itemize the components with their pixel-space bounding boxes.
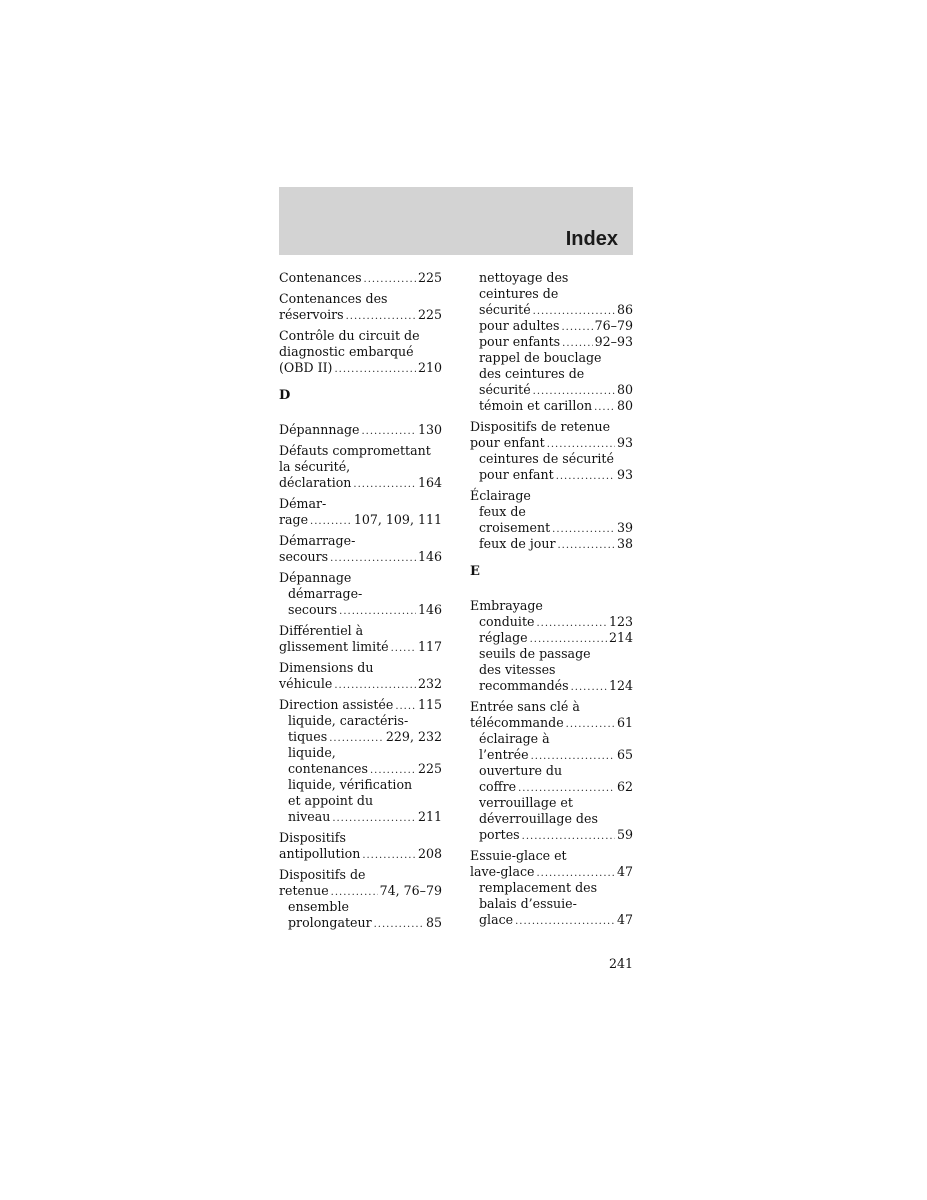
- index-subentry-line: [279, 586, 442, 602]
- entry-term: Embrayage: [470, 598, 543, 613]
- page-reference: 47: [616, 912, 633, 927]
- page-reference: 80: [616, 398, 633, 413]
- entry-term: Contenances: [279, 270, 362, 285]
- entry-term: rappel de bouclage: [479, 350, 602, 365]
- entry-term: verrouillage et: [479, 795, 573, 810]
- page-reference: 229, 232: [385, 729, 442, 744]
- entry-term: (OBD II): [279, 360, 333, 375]
- dot-leader: [561, 320, 592, 336]
- index-subentry-line: [470, 678, 633, 694]
- page-title: Index: [565, 228, 618, 250]
- page-reference: 208: [417, 846, 442, 861]
- entry-term: lave-glace: [470, 864, 535, 879]
- dot-leader: [515, 914, 615, 930]
- entry-term: des ceintures de: [479, 366, 585, 381]
- page-reference: 93: [616, 435, 633, 450]
- index-subentry-line: [279, 745, 442, 761]
- dot-leader: [361, 424, 415, 440]
- entry-term: pour enfants: [479, 334, 561, 349]
- index-entry: [279, 328, 442, 376]
- entry-term: ceintures de: [479, 286, 559, 301]
- index-entry: [470, 419, 633, 483]
- dot-leader: [536, 616, 606, 632]
- entry-term: nettoyage des: [479, 270, 569, 285]
- index-subentry-line: [279, 915, 442, 931]
- entry-term: sécurité: [479, 302, 531, 317]
- index-entry-line: [279, 697, 442, 713]
- page-reference: 146: [417, 549, 442, 564]
- entry-term: Démar-: [279, 496, 327, 511]
- index-entry: [470, 848, 633, 928]
- index-column-right: [470, 270, 633, 933]
- index-subentry-line: [279, 809, 442, 825]
- entry-term: feux de: [479, 504, 526, 519]
- entry-term: tiques: [288, 729, 328, 744]
- entry-term: pour enfant: [470, 435, 545, 450]
- dot-leader: [334, 362, 415, 378]
- dot-leader: [566, 717, 615, 733]
- dot-leader: [552, 522, 615, 538]
- index-entry-line: [279, 660, 442, 676]
- index-subentry-line: [279, 713, 442, 729]
- page-reference: 92–93: [594, 334, 633, 349]
- entry-term: réglage: [479, 630, 528, 645]
- index-subentry-line: [470, 614, 633, 630]
- entry-term: pour enfant: [479, 467, 554, 482]
- entry-term: remplacement des: [479, 880, 598, 895]
- page-reference: 146: [417, 602, 442, 617]
- entry-term: la sécurité,: [279, 459, 351, 474]
- entry-term: Dispositifs de: [279, 867, 366, 882]
- dot-leader: [374, 917, 424, 933]
- entry-term: liquide, vérification: [288, 777, 413, 792]
- header-band: [279, 187, 633, 255]
- index-entry-line: [279, 830, 442, 846]
- index-entry-line: [279, 459, 442, 475]
- entry-term: rage: [279, 512, 309, 527]
- index-entry: [279, 830, 442, 862]
- entry-term: croisement: [479, 520, 551, 535]
- index-entry: [279, 697, 442, 825]
- index-entry: [279, 270, 442, 286]
- entry-term: secours: [279, 549, 329, 564]
- page-reference: 232: [417, 676, 442, 691]
- page-reference: 65: [616, 747, 633, 762]
- entry-term: déverrouillage des: [479, 811, 598, 826]
- index-subentry-line: [470, 646, 633, 662]
- entry-term: l’entrée: [479, 747, 529, 762]
- index-subentry-line: [470, 763, 633, 779]
- page-reference: 115: [417, 697, 442, 712]
- index-entry-line: [279, 570, 442, 586]
- index-subentry-line: [470, 779, 633, 795]
- page-reference: 62: [616, 779, 633, 794]
- index-entry: [279, 623, 442, 655]
- index-subentry-line: [470, 286, 633, 302]
- entry-term: Dimensions du: [279, 660, 374, 675]
- entry-term: Éclairage: [470, 488, 531, 503]
- index-subentry-line: [470, 350, 633, 366]
- index-entry-line: [279, 270, 442, 286]
- index-subentry-line: [470, 451, 633, 467]
- entry-term: des vitesses: [479, 662, 556, 677]
- index-subentry-line: [279, 761, 442, 777]
- entry-term: coffre: [479, 779, 517, 794]
- index-subentry-line: [470, 912, 633, 928]
- index-entry-line: [279, 344, 442, 360]
- entry-term: pour adultes: [479, 318, 560, 333]
- dot-leader: [332, 811, 416, 827]
- index-subentry-line: [470, 896, 633, 912]
- entry-term: recommandés: [479, 678, 569, 693]
- entry-term: témoin et carillon: [479, 398, 593, 413]
- page-reference: 211: [417, 809, 442, 824]
- index-subentry-line: [279, 899, 442, 915]
- page-reference: 59: [616, 827, 633, 842]
- dot-leader: [353, 477, 416, 493]
- index-subentry-line: [470, 880, 633, 896]
- page-reference: 85: [425, 915, 442, 930]
- entry-term: éclairage à: [479, 731, 550, 746]
- index-entry: [279, 867, 442, 931]
- index-subentry-line: [470, 520, 633, 536]
- index-entry-line: [279, 623, 442, 639]
- index-entry: [279, 443, 442, 491]
- page-reference: 225: [417, 270, 442, 285]
- page-reference: 130: [417, 422, 442, 437]
- index-entry: [470, 270, 633, 414]
- entry-term: réservoirs: [279, 307, 344, 322]
- entry-term: et appoint du: [288, 793, 374, 808]
- index-entry-line: [470, 598, 633, 614]
- entry-term: Démarrage-: [279, 533, 356, 548]
- index-subentry-line: [470, 795, 633, 811]
- entry-term: véhicule: [279, 676, 333, 691]
- index-subentry-line: [470, 747, 633, 763]
- index-entry-line: [279, 360, 442, 376]
- page-reference: 80: [616, 382, 633, 397]
- entry-term: démarrage-: [288, 586, 363, 601]
- entry-term: Contrôle du circuit de: [279, 328, 420, 343]
- index-subentry-line: [470, 270, 633, 286]
- index-subentry-line: [279, 729, 442, 745]
- index-entry-line: [470, 699, 633, 715]
- entry-term: niveau: [288, 809, 331, 824]
- index-entry-line: [279, 291, 442, 307]
- index-subentry-line: [470, 398, 633, 414]
- page-reference: 123: [608, 614, 633, 629]
- index-entry-line: [470, 848, 633, 864]
- index-subentry-line: [470, 630, 633, 646]
- index-entry-line: [279, 512, 442, 528]
- page-reference: 38: [616, 536, 633, 551]
- entry-term: liquide, caractéris-: [288, 713, 409, 728]
- entry-term: télécommande: [470, 715, 564, 730]
- index-column-left: [279, 270, 442, 936]
- page-reference: 61: [616, 715, 633, 730]
- index-subentry-line: [279, 602, 442, 618]
- page-reference: 225: [417, 761, 442, 776]
- index-entry-line: [279, 883, 442, 899]
- page-reference: 76–79: [594, 318, 633, 333]
- page-reference: 39: [616, 520, 633, 535]
- section-letter: D: [279, 388, 291, 403]
- entry-term: ensemble: [288, 899, 349, 914]
- entry-term: glace: [479, 912, 514, 927]
- index-subentry-line: [470, 662, 633, 678]
- entry-term: Dispositifs: [279, 830, 346, 845]
- index-entry: [470, 699, 633, 843]
- entry-term: conduite: [479, 614, 535, 629]
- entry-term: Entrée sans clé à: [470, 699, 580, 714]
- index-subentry-line: [470, 302, 633, 318]
- page-reference: 164: [417, 475, 442, 490]
- index-subentry-line: [470, 467, 633, 483]
- index-subentry-line: [470, 504, 633, 520]
- page-reference: 225: [417, 307, 442, 322]
- index-entry-line: [470, 864, 633, 880]
- page-reference: 93: [616, 467, 633, 482]
- page-number: 241: [608, 956, 633, 971]
- index-subentry-line: [470, 366, 633, 382]
- index-entry-line: [279, 846, 442, 862]
- index-entry-line: [279, 867, 442, 883]
- index-entry: [279, 660, 442, 692]
- index-entry: [470, 598, 633, 694]
- entry-term: antipollution: [279, 846, 361, 861]
- dot-leader: [334, 678, 416, 694]
- entry-term: diagnostic embarqué: [279, 344, 414, 359]
- dot-leader: [594, 400, 615, 416]
- page-reference: 124: [608, 678, 633, 693]
- index-entry-line: [279, 676, 442, 692]
- entry-term: ouverture du: [479, 763, 563, 778]
- index-entry-line: [279, 639, 442, 655]
- entry-term: feux de jour: [479, 536, 556, 551]
- index-entry-line: [279, 328, 442, 344]
- page-reference: 210: [417, 360, 442, 375]
- entry-term: Défauts compromettant: [279, 443, 431, 458]
- entry-term: Essuie-glace et: [470, 848, 567, 863]
- index-subentry-line: [470, 318, 633, 334]
- entry-term: portes: [479, 827, 520, 842]
- dot-leader: [556, 469, 615, 485]
- index-entry: [279, 533, 442, 565]
- dot-leader: [557, 538, 615, 554]
- index-entry: [279, 570, 442, 618]
- index-entry-line: [279, 496, 442, 512]
- entry-term: balais d’essuie-: [479, 896, 577, 911]
- dot-leader: [346, 309, 416, 325]
- entry-term: Différentiel à: [279, 623, 364, 638]
- page-reference: 107, 109, 111: [353, 512, 442, 527]
- dot-leader: [391, 641, 416, 657]
- entry-term: Dépannnage: [279, 422, 360, 437]
- entry-term: seuils de passage: [479, 646, 591, 661]
- entry-term: prolongateur: [288, 915, 372, 930]
- page-reference: 214: [608, 630, 633, 645]
- dot-leader: [522, 829, 615, 845]
- entry-term: Contenances des: [279, 291, 388, 306]
- entry-term: Dépannage: [279, 570, 352, 585]
- dot-leader: [310, 514, 352, 530]
- entry-term: sécurité: [479, 382, 531, 397]
- entry-term: Dispositifs de retenue: [470, 419, 611, 434]
- index-subentry-line: [470, 334, 633, 350]
- dot-leader: [330, 551, 416, 567]
- dot-leader: [329, 731, 384, 747]
- entry-term: retenue: [279, 883, 329, 898]
- index-entry-line: [279, 475, 442, 491]
- dot-leader: [364, 272, 416, 288]
- page-reference: 86: [616, 302, 633, 317]
- dot-leader: [571, 680, 607, 696]
- dot-leader: [362, 848, 416, 864]
- page-reference: 47: [616, 864, 633, 879]
- index-subentry-line: [470, 827, 633, 843]
- index-entry: [279, 291, 442, 323]
- index-entry-line: [279, 533, 442, 549]
- index-entry-line: [470, 419, 633, 435]
- entry-term: glissement limité: [279, 639, 389, 654]
- index-entry-line: [279, 422, 442, 438]
- index-entry-line: [279, 307, 442, 323]
- index-entry: [470, 488, 633, 552]
- index-subentry-line: [470, 731, 633, 747]
- index-subentry-line: [470, 536, 633, 552]
- entry-term: ceintures de sécurité: [479, 451, 614, 466]
- index-entry-line: [470, 488, 633, 504]
- index-entry-line: [279, 443, 442, 459]
- dot-leader: [339, 604, 416, 620]
- page-reference: 74, 76–79: [379, 883, 442, 898]
- index-subentry-line: [470, 811, 633, 827]
- index-subentry-line: [279, 793, 442, 809]
- entry-term: contenances: [288, 761, 368, 776]
- index-entry: [279, 496, 442, 528]
- entry-term: secours: [288, 602, 338, 617]
- entry-term: liquide,: [288, 745, 336, 760]
- index-entry-line: [470, 435, 633, 451]
- index-entry-line: [279, 549, 442, 565]
- page-reference: 117: [417, 639, 442, 654]
- index-entry-line: [470, 715, 633, 731]
- entry-term: déclaration: [279, 475, 352, 490]
- index-entry: [279, 422, 442, 438]
- index-subentry-line: [470, 382, 633, 398]
- index-subentry-line: [279, 777, 442, 793]
- entry-term: Direction assistée: [279, 697, 394, 712]
- section-letter: E: [470, 564, 480, 579]
